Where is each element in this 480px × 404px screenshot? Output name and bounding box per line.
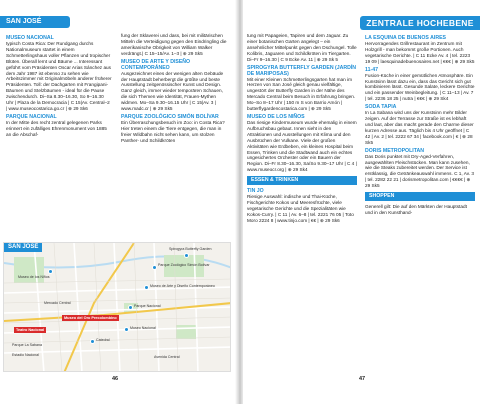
entry-text: typisch Costa Rica: Der Rundgang durchs Nationalmuseum startet in einem Schmetterlingshaus voller Pflanzen und tropischer Blüten. Überall lernt und Bäume ... Interessant geführt vom Präsidenten Oscar Arias Sánchez aus dem Jahr 1987 ist ebenso zu sehen wie Arbeitszimmer mit Originalmöbeln anderer früherer Präsidenten. Toll: der Dachgarten mit Frangipani-Bäumen und Stelzbäumen - ideal für die Pause zwischendurch. Di–Sa 8.30–16.30, So 9–16.30 Uhr | Plaza de la Democracia | C 15|Av. Central–2 | www.museocostarica.go.cr | ⊕ 29 Sk6 [6, 41, 112, 111]
entry-text: Fusion-Küche in einer gemütlichen Atmosphäre. Ein Kunstsinn lässt dazu ein, dass das Gericht sich gut kombinieren lässt. Gesunde Salate, leckere Gerichte und ein passender Weinbegleitung. | C 11–13 | Av. 7 | tel. 2236 18 25 | nutra | €€€ | ⊕ 29 Sk4 [365, 72, 475, 102]
map-pin-icon[interactable] [128, 305, 133, 310]
left-column-1 [6, 33, 112, 140]
map-label-mercado: Mercado Central [44, 301, 71, 305]
entry-heading: PARQUE NACIONAL [6, 113, 57, 120]
entry-text: Das Doris punktet mit Dry-Aged-Verfahren, ausgewählten Fleischstücken. Man kann zusehen, wie die Steaks zubereitet werden. Der Service ist erstklassig, die Getränkeauswahl immens. C 1, Av. 3 | tel. 2282 22 21 | dorismetropolitan.com | €€€€ | ⊕ 29 Sk5 [365, 153, 474, 189]
map-pin-icon[interactable] [124, 327, 129, 332]
page-bottom-band [0, 386, 237, 404]
left-column-2 [121, 33, 229, 146]
entry-text: Das riesige Kindermuseum wurde ehemalig in einem Aufbruchsbau gebaut. Innen sieht in den Attraktionen und Ausstellungen mit Klima und den Ausbrüchen der Vulkane. Viele der großen Aktivitäten wie Erdbeben, ein kleines Hospital beim Essen, Trinken und die Stadtwand auch ein echtes ungesichertes Orchester oder ein Bauern der Region. Di–Fr 8.30–16.30, Sa/So 9.30–17 Uhr | C 4 | www.museocr.org | ⊕ 29 Sk4 [247, 119, 357, 173]
right-column-2 [365, 33, 475, 218]
map-label-teatro-nacional[interactable]: Teatro Nacional [16, 328, 45, 332]
entry-heading: MUSEO NACIONAL [6, 35, 54, 41]
page-bottom-band [243, 386, 480, 404]
city-map[interactable] [3, 242, 231, 372]
entry-heading: PARQUE ZOOLÓGICO SIMÓN BOLÍVAR [121, 113, 219, 120]
entry-heading: SPIROGYRA BUTTERFLY GARDEN (JARDÍN DE MARIPOSAS) [247, 64, 357, 77]
entry-text: tung mit Papageien, Tapiren und dem Jaguar. Zu einer botanischen Garten angelegt – ein ansehnlicher Mittelpunkt gegen den Dschungel. Tolle Kolibris, Jaguaren und Schildkröten im Tiergarten. Di–Fr 9–16.30 | C 9 Ecke Av. 11 | ⊕ 29 Sk 5 [247, 33, 357, 62]
left-page [0, 0, 237, 404]
map-label-zoo: Parque Zoológico Simón Bolívar [158, 263, 210, 267]
map-label-estadio: Estadio Nacional [12, 353, 39, 357]
page-number-left: 46 [112, 376, 119, 382]
entry-text: Ausgezeichnet eines der wenigen alten Gebäude der Hauptstadt beherbergt die größte und beste Ausstellung zeitgenössischer Kunst und Design. Ganz gleich, immer wieder temporären Schauen, die sich Themen wie Identität, Frauen-Mythen widmen. Mo–Sa 9.30–16.15 Uhr | C 15|Av. 3 | www.madc.cr | ⊕ 29 Sk5 [121, 70, 224, 112]
entry-heading: LA ESQUINA DE BUENOS AIRES [365, 35, 446, 41]
entry-text: fung der Sklaverei und dass, bei mit militärischen Mitteln die Verteidigung gegen den Eindringling die amerikanische Obrigkeit von William Walker verdrängt.| C 15–15/Av. 1–3 | ⊕ 29 Sk5 [121, 33, 227, 56]
map-label-museo-del-oro[interactable]: Museo del Oro Precolombino [64, 316, 117, 320]
page-number-right: 47 [359, 376, 366, 382]
map-label-avenida: Avenida Central [154, 355, 180, 359]
entry-heading: DORIS METROPOLITAN [365, 147, 424, 154]
map-label-butterfly: Spirogyra Butterfly Garden [169, 247, 212, 251]
right-column-1 [247, 33, 357, 226]
map-label-parque-nacional: Parque Nacional [134, 304, 161, 308]
entry-heading: MUSEO DE ARTE Y DISEÑO CONTEMPORÁNEO [121, 58, 191, 71]
running-head-left: SAN JOSÉ [0, 16, 70, 28]
entry-text: In der Mitte des recht zentral gelegenen Parks erinnert ein zufälliges Ehrenmonument von 1885 an die Abschaf- [6, 119, 107, 137]
map-pin-icon[interactable] [144, 285, 149, 290]
entry-heading: SODA TAPIA [365, 104, 397, 111]
map-pin-icon[interactable] [90, 339, 95, 344]
section-essen-trinken: ESSEN & TRINKEN [247, 176, 357, 185]
map-pin-icon[interactable] [152, 265, 157, 270]
entry-heading: MUSEO DE LOS NIÑOS [247, 113, 305, 120]
map-label-museo-ninos: Museo de los Niños [18, 275, 50, 279]
map-label-madc: Museo de Arte y Diseño Contemporáneo [150, 284, 215, 288]
right-page [243, 0, 480, 404]
map-label-catedral: Catedral [96, 338, 110, 342]
map-label-museo-nacional: Museo Nacional [130, 326, 156, 330]
running-head-right: ZENTRALE HOCHEBENE [360, 16, 480, 30]
section-shoppen: SHOPPEN [365, 192, 475, 201]
entry-text: Ein Überraschungsbesuch im Zoo: in Costa Rica? Hier treten einem die Tiere entgegen, die man in freier Wildbahn nicht sehen kann, um stolzen Panther- und Schildkröten [121, 119, 225, 143]
entry-text: In La Sabana wird uns der Kunstsinn mehr Bilder zeigen. Auf der Terrasse zur Straße ist es lebhaft und laut, aber das macht gerade den Charme dieser kurzen Adresse aus. Täglich bis 4 Uhr geöffnet | C 42 | Av. 2 | tel. 2222 67 34 | facebook.com | € | ⊕ 28 Sk5 [365, 110, 474, 145]
entry-text: Generell gilt: Die auf den Märkten der Hauptstadt und in den Kunsthand- [365, 204, 467, 215]
map-label-sabana: Parque La Sabana [12, 343, 42, 347]
map-pin-icon[interactable] [184, 253, 189, 258]
map-title: SAN JOSÉ [4, 243, 42, 252]
entry-text: Mit einer Kleinen Schmetterlingsgarten hat man im Herzen von San José gleich genau vielfältige, ungestört der Butterfly Garden in der Nähe des Mercado Central beim Besuch in Erfahrung bringen. Mo–So 8–17 Uhr | 150 m S von Barrio Amón | butterflygardencostarica.com | ⊕ 29 Sk5 [247, 76, 356, 112]
entry-text: Riesige Auswahl: indische und Thai-Küche, Fischgerichte Kokos und Meeresfrüchte, viele vegetarische Gerichte und die Spezialitäten wie Kokos-Curry. | C 11 | Av. 6–8 | tel. 2221 76 05 | Toto Moro 2224 8 | www.tinjo.com | €€ | ⊕ 29 Sk6 [247, 194, 354, 223]
entry-heading: 11-47 [365, 66, 378, 73]
map-pin-icon[interactable] [48, 269, 53, 274]
entry-text: Hervorragendes Grillrestaurant im Zentrum mit Holzgrill - man bekommt große Portionen. Auch vegetarische Gerichte. | C 11 Ecke Av. 4 | tel. 2223 19 09 | laesquinadebuenosaires.net | €€€ | ⊕ 29 Sk5 [365, 41, 475, 64]
entry-heading: TIN JO [247, 188, 264, 195]
